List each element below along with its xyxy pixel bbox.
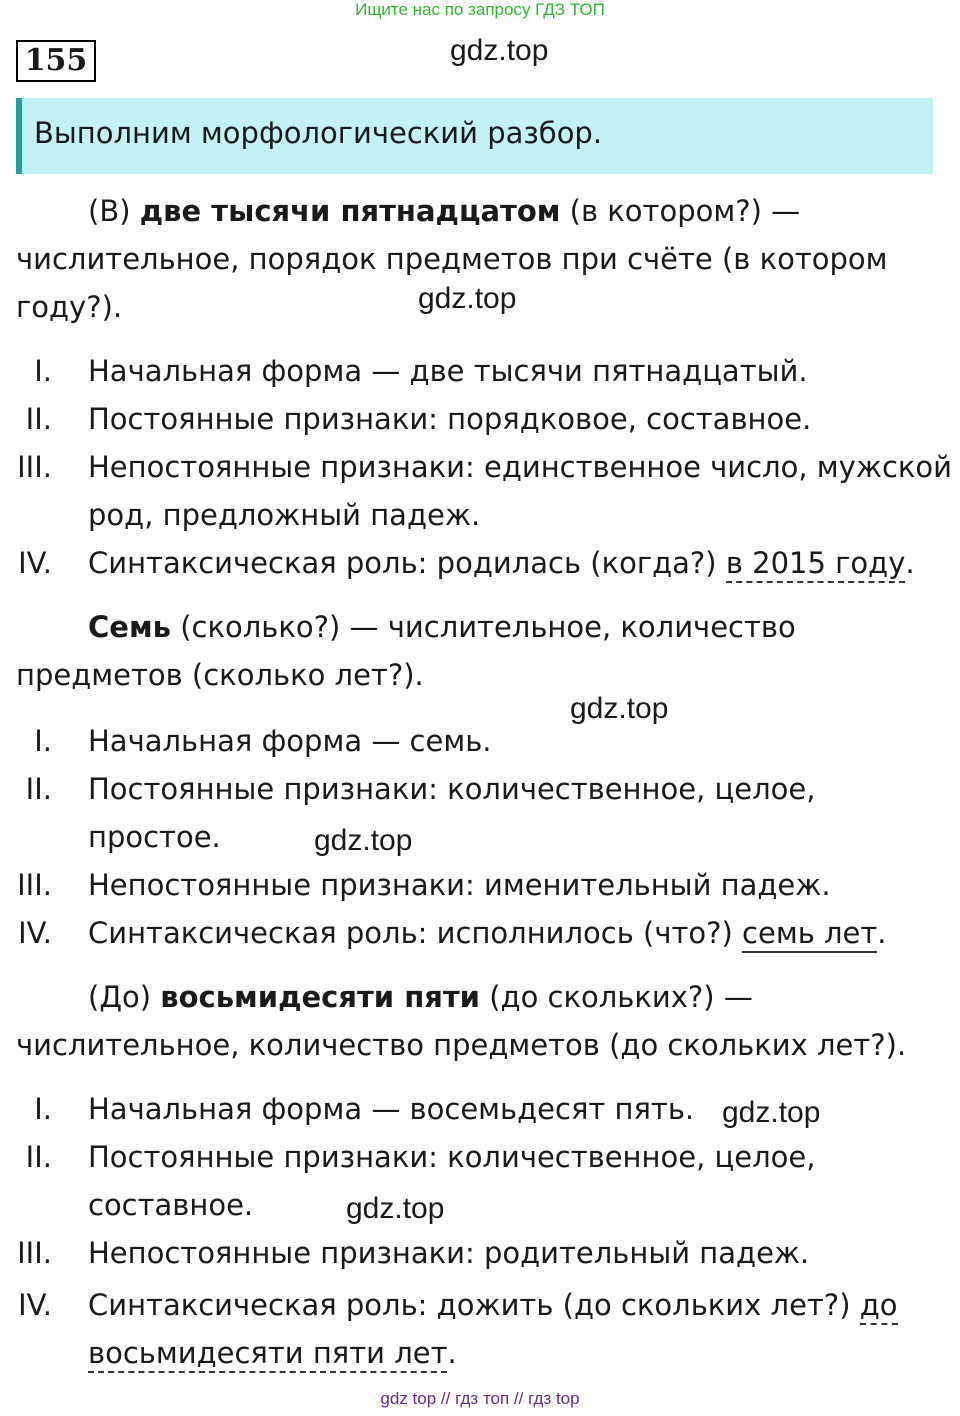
list-item: [88, 1288, 898, 1322]
item-end: .: [905, 546, 915, 580]
header-band: [16, 98, 933, 174]
intro-line: [88, 194, 800, 228]
exercise-number: 155: [16, 40, 96, 82]
footer-links[interactable]: gdz top // гдз топ // гдз top: [380, 1389, 580, 1408]
intro-line2: предметов (сколько лет?).: [16, 658, 424, 692]
underlined-phrase: в 2015 году: [726, 546, 906, 583]
list-item: Постоянные признаки: количественное, целое,: [88, 1140, 816, 1174]
watermark: gdz.top: [346, 1192, 445, 1225]
top-banner[interactable]: Ищите нас по запросу ГДЗ ТОП: [355, 0, 605, 19]
watermark: gdz.top: [418, 282, 517, 315]
intro-prefix: (До): [88, 980, 161, 1014]
intro-line3: году?).: [16, 290, 123, 324]
item-text: Синтаксическая роль: родилась (когда?): [88, 546, 726, 580]
roman-numeral: IV.: [18, 916, 52, 950]
list-item: Постоянные признаки: порядковое, составное.: [88, 402, 812, 436]
roman-numeral: IV.: [18, 546, 52, 580]
underlined-phrase: семь лет: [742, 916, 877, 953]
roman-numeral: I.: [34, 354, 52, 388]
list-item: Начальная форма — две тысячи пятнадцатый.: [88, 354, 808, 388]
list-item-cont: простое.: [88, 820, 221, 854]
roman-numeral: III.: [17, 450, 52, 484]
roman-numeral: II.: [25, 402, 52, 436]
intro-suffix: (в котором?) —: [560, 194, 801, 228]
intro-bold: Семь: [88, 610, 171, 644]
list-item: Непостоянные признаки: именительный падеж.: [88, 868, 831, 902]
intro-prefix: (В): [88, 194, 140, 228]
list-item: Непостоянные признаки: родительный падеж.: [88, 1236, 810, 1270]
list-item: Начальная форма — семь.: [88, 724, 492, 758]
list-item: Начальная форма — восемьдесят пять.: [88, 1092, 695, 1126]
roman-numeral: I.: [34, 724, 52, 758]
item-text: Синтаксическая роль: исполнилось (что?): [88, 916, 743, 950]
list-item-cont: составное.: [88, 1188, 254, 1222]
intro-suffix: (до скольких?) —: [480, 980, 753, 1014]
underlined-phrase: до: [860, 1288, 898, 1325]
list-item-cont: [88, 1336, 457, 1370]
list-item: [88, 916, 887, 950]
intro-line: [88, 610, 796, 644]
watermark: gdz.top: [450, 34, 549, 67]
intro-line: [88, 980, 753, 1014]
underlined-phrase: восьмидесяти пяти лет: [88, 1336, 447, 1373]
item-end: .: [447, 1336, 457, 1370]
roman-numeral: II.: [25, 772, 52, 806]
watermark: gdz.top: [722, 1096, 821, 1129]
intro-line2: числительное, количество предметов (до скольких лет?).: [16, 1028, 907, 1062]
list-item: Непостоянные признаки: единственное число, мужской: [88, 450, 953, 484]
list-item: [88, 546, 915, 580]
roman-numeral: I.: [34, 1092, 52, 1126]
intro-line2: числительное, порядок предметов при счёте (в котором: [16, 242, 888, 276]
roman-numeral: III.: [17, 868, 52, 902]
watermark: gdz.top: [314, 824, 413, 857]
watermark: gdz.top: [570, 692, 669, 725]
roman-numeral: IV.: [18, 1288, 52, 1322]
roman-numeral: III.: [17, 1236, 52, 1270]
item-end: .: [877, 916, 887, 950]
item-text: Синтаксическая роль: дожить (до скольких лет?): [88, 1288, 860, 1322]
header-title: Выполним морфологический разбор.: [34, 116, 603, 150]
intro-bold: восьмидесяти пяти: [160, 980, 480, 1014]
list-item-cont: род, предложный падеж.: [88, 498, 481, 532]
intro-bold: две тысячи пятнадцатом: [139, 194, 561, 228]
list-item: Постоянные признаки: количественное, целое,: [88, 772, 816, 806]
roman-numeral: II.: [25, 1140, 52, 1174]
intro-suffix: (сколько?) — числительное, количество: [171, 610, 796, 644]
